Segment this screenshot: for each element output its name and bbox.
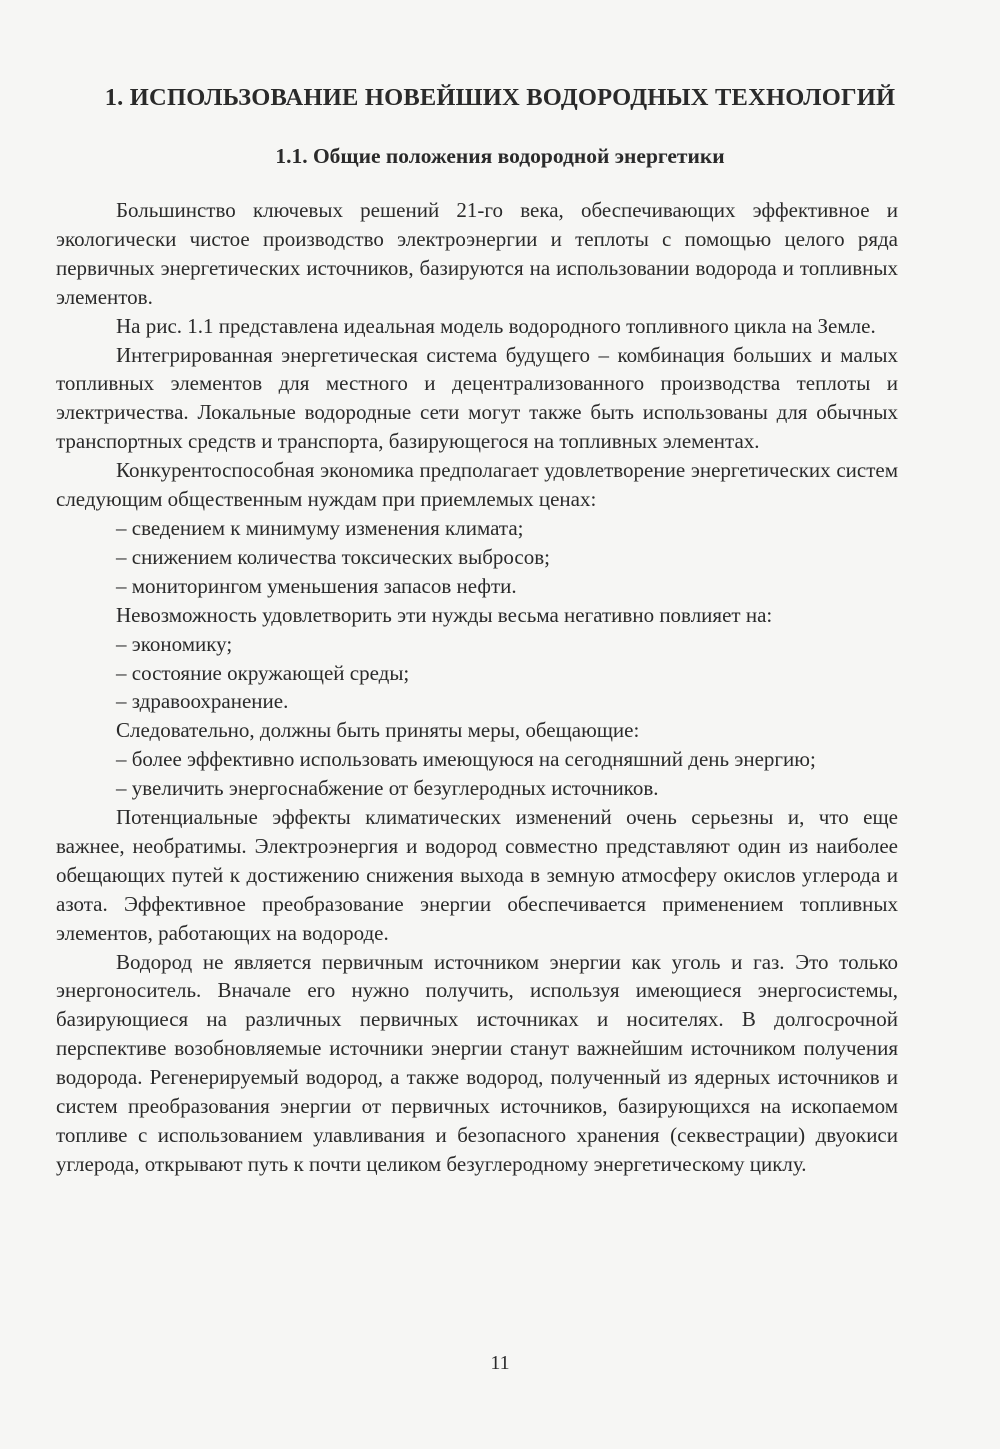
- paragraph: Интегрированная энергетическая система будущего – комбинация больших и малых топливных элементов для местного и децентрализованного производства теплоты и электричества. Локальные водородные сети могут также быть использованы для обычных транспортных средств и транспорта, базирующегося на топливных элементах.: [56, 342, 898, 454]
- list-item: – сведением к минимуму изменения климата;: [116, 515, 524, 540]
- list-item: – экономику;: [116, 631, 233, 656]
- chapter-title: 1. ИСПОЛЬЗОВАНИЕ НОВЕЙШИХ ВОДОРОДНЫХ ТЕХНОЛОГИЙ: [104, 84, 896, 111]
- paragraph: Конкурентоспособная экономика предполагает удовлетворение энергетических систем следующим общественным нуждам при приемлемых ценах:: [56, 458, 898, 512]
- list-item: – снижением количества токсических выбросов;: [116, 544, 550, 569]
- paragraph: Большинство ключевых решений 21-го века, обеспечивающих эффективное и экологически чистое производство электроэнергии и теплоты с помощью целого ряда первичных энергетических источников, базируются на использовании водорода и топливных элементов.: [56, 198, 898, 309]
- list-item: – более эффективно использовать имеющуюся на сегодняшний день энергию;: [116, 747, 816, 772]
- list-item: – мониторингом уменьшения запасов нефти.: [116, 573, 517, 598]
- paragraph: Следовательно, должны быть приняты меры, обещающие:: [116, 718, 640, 743]
- list-item: – здравоохранение.: [116, 689, 289, 714]
- page-number: 11: [490, 1352, 510, 1374]
- list-item: – состояние окружающей среды;: [116, 660, 410, 685]
- paragraph: Потенциальные эффекты климатических изменений очень серьезны и, что еще важнее, необратимы. Электроэнергия и водород совместно представляют один из наиболее обещающих путей к достижению снижения выхода в земную атмосферу окислов углерода и азота. Эффективное преобразование энергии обеспечивается применением топливных элементов, работающих на водороде.: [56, 805, 898, 945]
- list-item: – увеличить энергоснабжение от безуглеродных источников.: [116, 776, 659, 801]
- body-text: [56, 196, 898, 1179]
- paragraph: Невозможность удовлетворить эти нужды весьма негативно повлияет на:: [116, 602, 773, 627]
- paragraph: На рис. 1.1 представлена идеальная модель водородного топливного цикла на Земле.: [116, 313, 876, 338]
- paragraph: Водород не является первичным источником энергии как уголь и газ. Это только энергоноситель. Вначале его нужно получить, используя имеющиеся энергосистемы, базирующиеся на различных первичных источниках и носителях. В долгосрочной перспективе возобновляемые источники энергии станут важнейшим источником получения водорода. Регенерируемый водород, а также водород, полученный из ядерных источников и систем преобразования энергии от первичных источников, базирующихся на ископаемом топливе с использованием улавливания и безопасного хранения (секвестрации) двуокиси углерода, открывают путь к почти целиком безуглеродному энергетическому циклу.: [56, 949, 898, 1176]
- section-title: 1.1. Общие положения водородной энергетики: [275, 144, 725, 168]
